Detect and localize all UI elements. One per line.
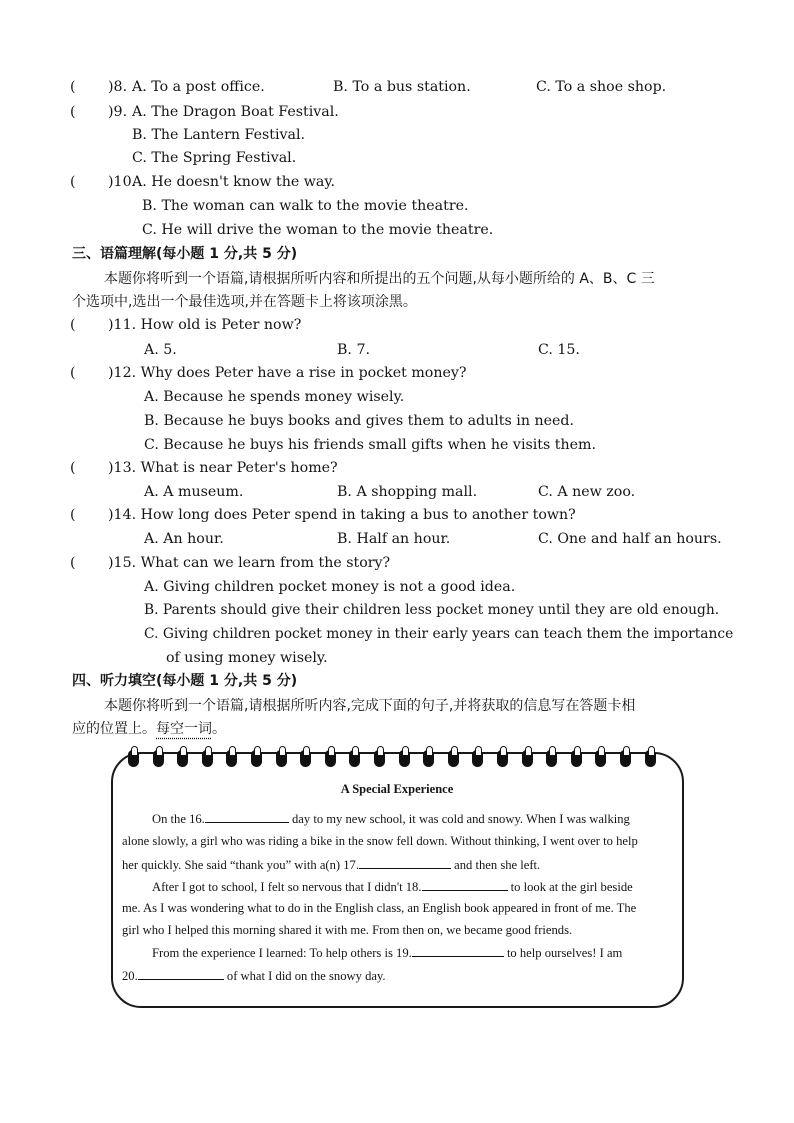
binding-ring-icon [645,750,656,767]
binding-ring-icon [399,750,410,767]
question-10-row: ( )10. [70,174,137,190]
option-a: A. 5. [144,342,177,358]
question-number: 14. [113,507,137,523]
binding-ring-icon [251,750,262,767]
option-a: A. Because he spends money wisely. [144,389,405,405]
binding-ring-icon [448,750,459,767]
question-11-row: ( )11. How old is Peter now? [70,317,302,333]
passage-line-6: girl who I helped this morning shared it with me. From then on, we became good friends. [122,923,573,937]
passage-line-2: alone slowly, a girl who was riding a bike in the snow fell down. Without thinking, I went over to help [122,834,638,848]
option-c: C. One and half an hours. [538,531,722,547]
question-text: What is near Peter's home? [140,460,338,476]
question-12-row: ( )12. Why does Peter have a rise in pocket money? [70,365,467,381]
option-b: B. A shopping mall. [337,484,478,500]
binding-ring-icon [177,750,188,767]
option-b: B. The Lantern Festival. [132,127,305,143]
question-number: 15. [113,555,137,571]
option-c: C. 15. [538,342,580,358]
binding-ring-icon [497,750,508,767]
question-number: 9. [113,104,128,120]
option-c-continued: of using money wisely. [166,650,328,666]
option-a: A. He doesn't know the way. [132,174,336,190]
option-b: B. Parents should give their children less pocket money until they are old enough. [144,602,720,618]
section-4-instruction: 本题你将听到一个语篇,请根据所听内容,完成下面的句子,并将获取的信息写在答题卡相 [104,698,636,714]
passage-line-8: 20. of what I did on the snowy day. [122,969,386,983]
answer-paren[interactable]: ( [70,104,76,120]
option-a: A. An hour. [144,531,224,547]
binding-ring-icon [325,750,336,767]
binding-ring-icon [349,750,360,767]
option-b: B. Half an hour. [337,531,451,547]
question-15-row: ( )15. What can we learn from the story? [70,555,391,571]
blank-20[interactable] [138,967,224,980]
answer-paren[interactable]: ( [70,79,76,95]
binding-ring-icon [153,750,164,767]
section-4-heading: 四、听力填空(每小题 1 分,共 5 分) [72,673,298,689]
blank-19[interactable] [412,944,504,957]
question-text: Why does Peter have a rise in pocket money? [140,365,467,381]
blank-18[interactable] [422,878,508,891]
option-c: C. The Spring Festival. [132,150,297,166]
question-text: What can we learn from the story? [140,555,391,571]
section-3-instruction: 本题你将听到一个语篇,请根据所听内容和所提出的五个问题,从每小题所给的 A、B、C 三 [104,271,655,287]
section-3-instruction: 个选项中,选出一个最佳选项,并在答题卡上将该项涂黑。 [72,294,417,310]
option-a: A. A museum. [144,484,244,500]
binding-ring-icon [522,750,533,767]
passage-line-5: me. As I was wondering what to do in the English class, an English book appeared in front of me. The [122,901,637,915]
section-3-heading: 三、语篇理解(每小题 1 分,共 5 分) [72,246,298,262]
notebook-rings [128,748,668,772]
answer-paren[interactable]: ( [70,460,76,476]
answer-paren[interactable]: ( [70,317,76,333]
binding-ring-icon [300,750,311,767]
question-number: 11. [113,317,137,333]
option-b: B. The woman can walk to the movie theatre. [142,198,469,214]
answer-paren[interactable]: ( [70,365,76,381]
binding-ring-icon [374,750,385,767]
question-text: How old is Peter now? [140,317,302,333]
binding-ring-icon [128,750,139,767]
answer-paren[interactable]: ( [70,174,76,190]
binding-ring-icon [595,750,606,767]
option-b: B. 7. [337,342,370,358]
passage-line-7: From the experience I learned: To help others is 19. to help ourselves! I am [152,946,623,960]
binding-ring-icon [276,750,287,767]
question-13-row: ( )13. What is near Peter's home? [70,460,338,476]
binding-ring-icon [546,750,557,767]
answer-paren[interactable]: ( [70,507,76,523]
binding-ring-icon [423,750,434,767]
passage-title: A Special Experience [340,782,454,796]
option-c: C. Giving children pocket money in their early years can teach them the importance [144,626,734,642]
option-a: A. The Dragon Boat Festival. [132,104,339,120]
binding-ring-icon [571,750,582,767]
question-number: 13. [113,460,137,476]
blank-16[interactable] [205,810,289,823]
question-14-row: ( )14. How long does Peter spend in taking a bus to another town? [70,507,576,523]
binding-ring-icon [226,750,237,767]
blank-17[interactable] [359,856,451,869]
question-number: 10. [113,174,137,190]
binding-ring-icon [202,750,213,767]
option-c: C. He will drive the woman to the movie theatre. [142,222,494,238]
section-4-instruction: 应的位置上。每空一词。 [72,721,226,737]
option-b: B. Because he buys books and gives them to adults in need. [144,413,574,429]
option-a: A. Giving children pocket money is not a good idea. [144,579,516,595]
option-c: C. To a shoe shop. [536,79,667,95]
question-number: 8. [113,79,128,95]
passage-line-1: On the 16. day to my new school, it was cold and snowy. When I was walking [152,812,630,826]
question-8-row: ( )8. [70,79,128,95]
question-text: How long does Peter spend in taking a bus to another town? [140,507,576,523]
option-a: A. To a post office. [132,79,265,95]
option-c: C. Because he buys his friends small gifts when he visits them. [144,437,596,453]
answer-paren[interactable]: ( [70,555,76,571]
option-b: B. To a bus station. [333,79,471,95]
passage-line-4: After I got to school, I felt so nervous that I didn't 18. to look at the girl beside [152,880,633,894]
option-c: C. A new zoo. [538,484,636,500]
passage-line-3: her quickly. She said “thank you” with a(n) 17. and then she left. [122,858,541,872]
question-number: 12. [113,365,137,381]
binding-ring-icon [472,750,483,767]
question-9-row: ( )9. [70,104,128,120]
binding-ring-icon [620,750,631,767]
emphasis-dots: 每空一词 [156,721,212,737]
